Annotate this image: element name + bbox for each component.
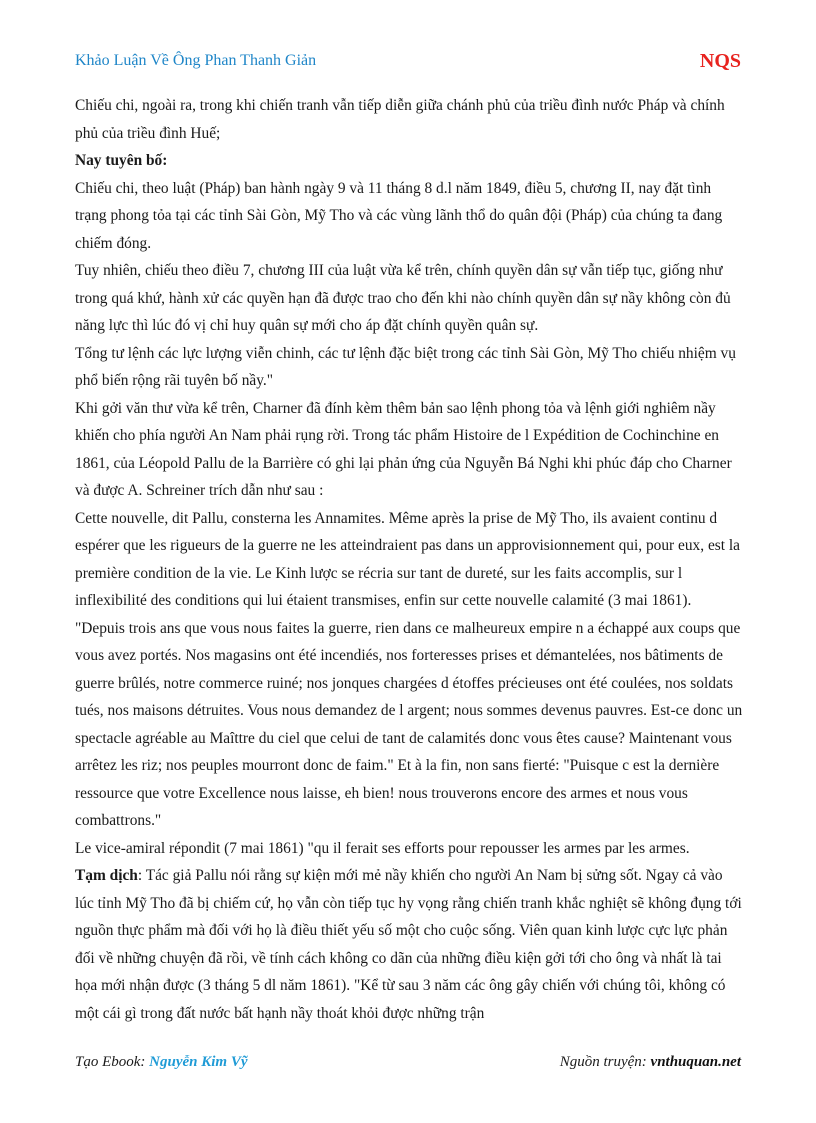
- page-header: [75, 52, 741, 76]
- source-site: vnthuquan.net: [650, 1054, 741, 1070]
- ebook-creator: Nguyễn Kim Vỹ: [149, 1054, 248, 1070]
- page-body: [75, 92, 743, 1027]
- paragraph: Tạm dịch: Tác giả Pallu nói rằng sự kiện mới mẻ nầy khiến cho người An Nam bị sửng sốt. Ngay cả vào lúc tỉnh Mỹ Tho đã bị chiếm cứ, họ vẫn còn tiếp tục hy vọng rằng chiến tranh khắc nghiệt sẽ không đụng tới nguồn thực phẩm mà đối với họ là điều thiết yếu số một cho cuộc sống. Viên quan kinh lược cực lực phản đối về những chuyện đã rồi, về tính cách không co dãn của những điều kiện gởi tới cho ông và nhất là tai họa mới nhận được (3 tháng 5 dl năm 1861). "Kể từ sau 3 năm các ông gây chiến với chúng tôi, không có một cái gì trong đất nước bất hạnh nầy thoát khỏi được những trận: [75, 867, 742, 1022]
- ebook-credit: Tạo Ebook: Nguyễn Kim Vỹ: [75, 1054, 248, 1070]
- paragraph: [75, 147, 743, 175]
- paragraph: Le vice-amiral répondit (7 mai 1861) "qu il ferait ses efforts pour repousser les armes par les armes.: [75, 839, 690, 857]
- source-credit: Nguồn truyện: vnthuquan.net: [559, 1054, 741, 1070]
- brand-mark: NQS: [699, 50, 741, 72]
- section-label: Tạm dịch: [75, 867, 138, 884]
- paragraph: Cette nouvelle, dit Pallu, consterna les Annamites. Même après la prise de Mỹ Tho, ils avaient continu d espérer que les rigueurs de la guerre ne les atteindraient pas dans un approvisionnement qui, pour eux, est la première condition de la vie. Le Kinh lược se récria sur tant de dureté, sur les faits accomplis, sur l inflexibilité des conditions qui lui étaient transmises, enfin sur cette nouvelle calamité (3 mai 1861). "Depuis trois ans que vous nous faites la guerre, rien dans ce malheureux empire n a échappé aux coups que vous avez portés. Nos magasins ont été incendiés, nos forteresses prises et démantelées, nos bâtiments de guerre brûlés, notre commerce ruiné; nos jonques chargées d étoffes précieuses ont été coulées, nos soldats tués, nos maisons détruites. Vous nous demandez de l argent; nous sommes devenus pauvres. Est-ce donc un spectacle agréable au Maîttre du ciel que celui de tant de calamités donc vous êtes cause? Maintenant vous arrêtez les riz; nos peuples mourront donc de faim." Et à la fin, non sans fierté: "Puisque c est la dernière ressource que votre Excellence nous laisse, eh bien! nous trouverons encore des armes et nous vous combattrons.": [75, 509, 743, 829]
- paragraph: Tuy nhiên, chiếu theo điều 7, chương III của luật vừa kể trên, chính quyền dân sự vẫn tiếp tục, giống như trong quá khứ, hành xử các quyền hạn đã được trao cho đến khi nào chính quyền dân sự nầy không còn đủ năng lực thì lúc đó vị chỉ huy quân sự mới cho áp đặt chính quyền quân sự.: [75, 262, 731, 334]
- paragraph: Chiếu chi, theo luật (Pháp) ban hành ngày 9 và 11 tháng 8 d.l năm 1849, điều 5, chương II, nay đặt tình trạng phong tỏa tại các tỉnh Sài Gòn, Mỹ Tho và các vùng lãnh thổ do quân đội (Pháp) của chúng ta đang chiếm đóng.: [75, 179, 723, 252]
- paragraph: Tổng tư lệnh các lực lượng viễn chinh, các tư lệnh đặc biệt trong các tỉnh Sài Gòn, Mỹ Tho chiếu nhiệm vụ phổ biến rộng rãi tuyên bố nầy.": [75, 344, 736, 389]
- paragraph: Khi gởi văn thư vừa kể trên, Charner đã đính kèm thêm bản sao lệnh phong tỏa và lệnh giới nghiêm nầy khiến cho phía người An Nam phải rụng rời. Trong tác phẩm Histoire de l Expédition de Cochinchine en 1861, của Léopold Pallu de la Barrière có ghi lại phản ứng của Nguyễn Bá Nghi khi phúc đáp cho Charner và được A. Schreiner trích dẫn như sau :: [75, 399, 732, 499]
- page-footer: [75, 1054, 741, 1078]
- paragraph: Chiếu chi, ngoài ra, trong khi chiến tranh vẫn tiếp diễn giữa chánh phủ của triều đình nước Pháp và chính phủ của triều đình Huế;: [75, 97, 725, 142]
- section-label: Nay tuyên bố:: [75, 152, 168, 169]
- book-title: Khảo Luận Về Ông Phan Thanh Giản: [75, 52, 317, 69]
